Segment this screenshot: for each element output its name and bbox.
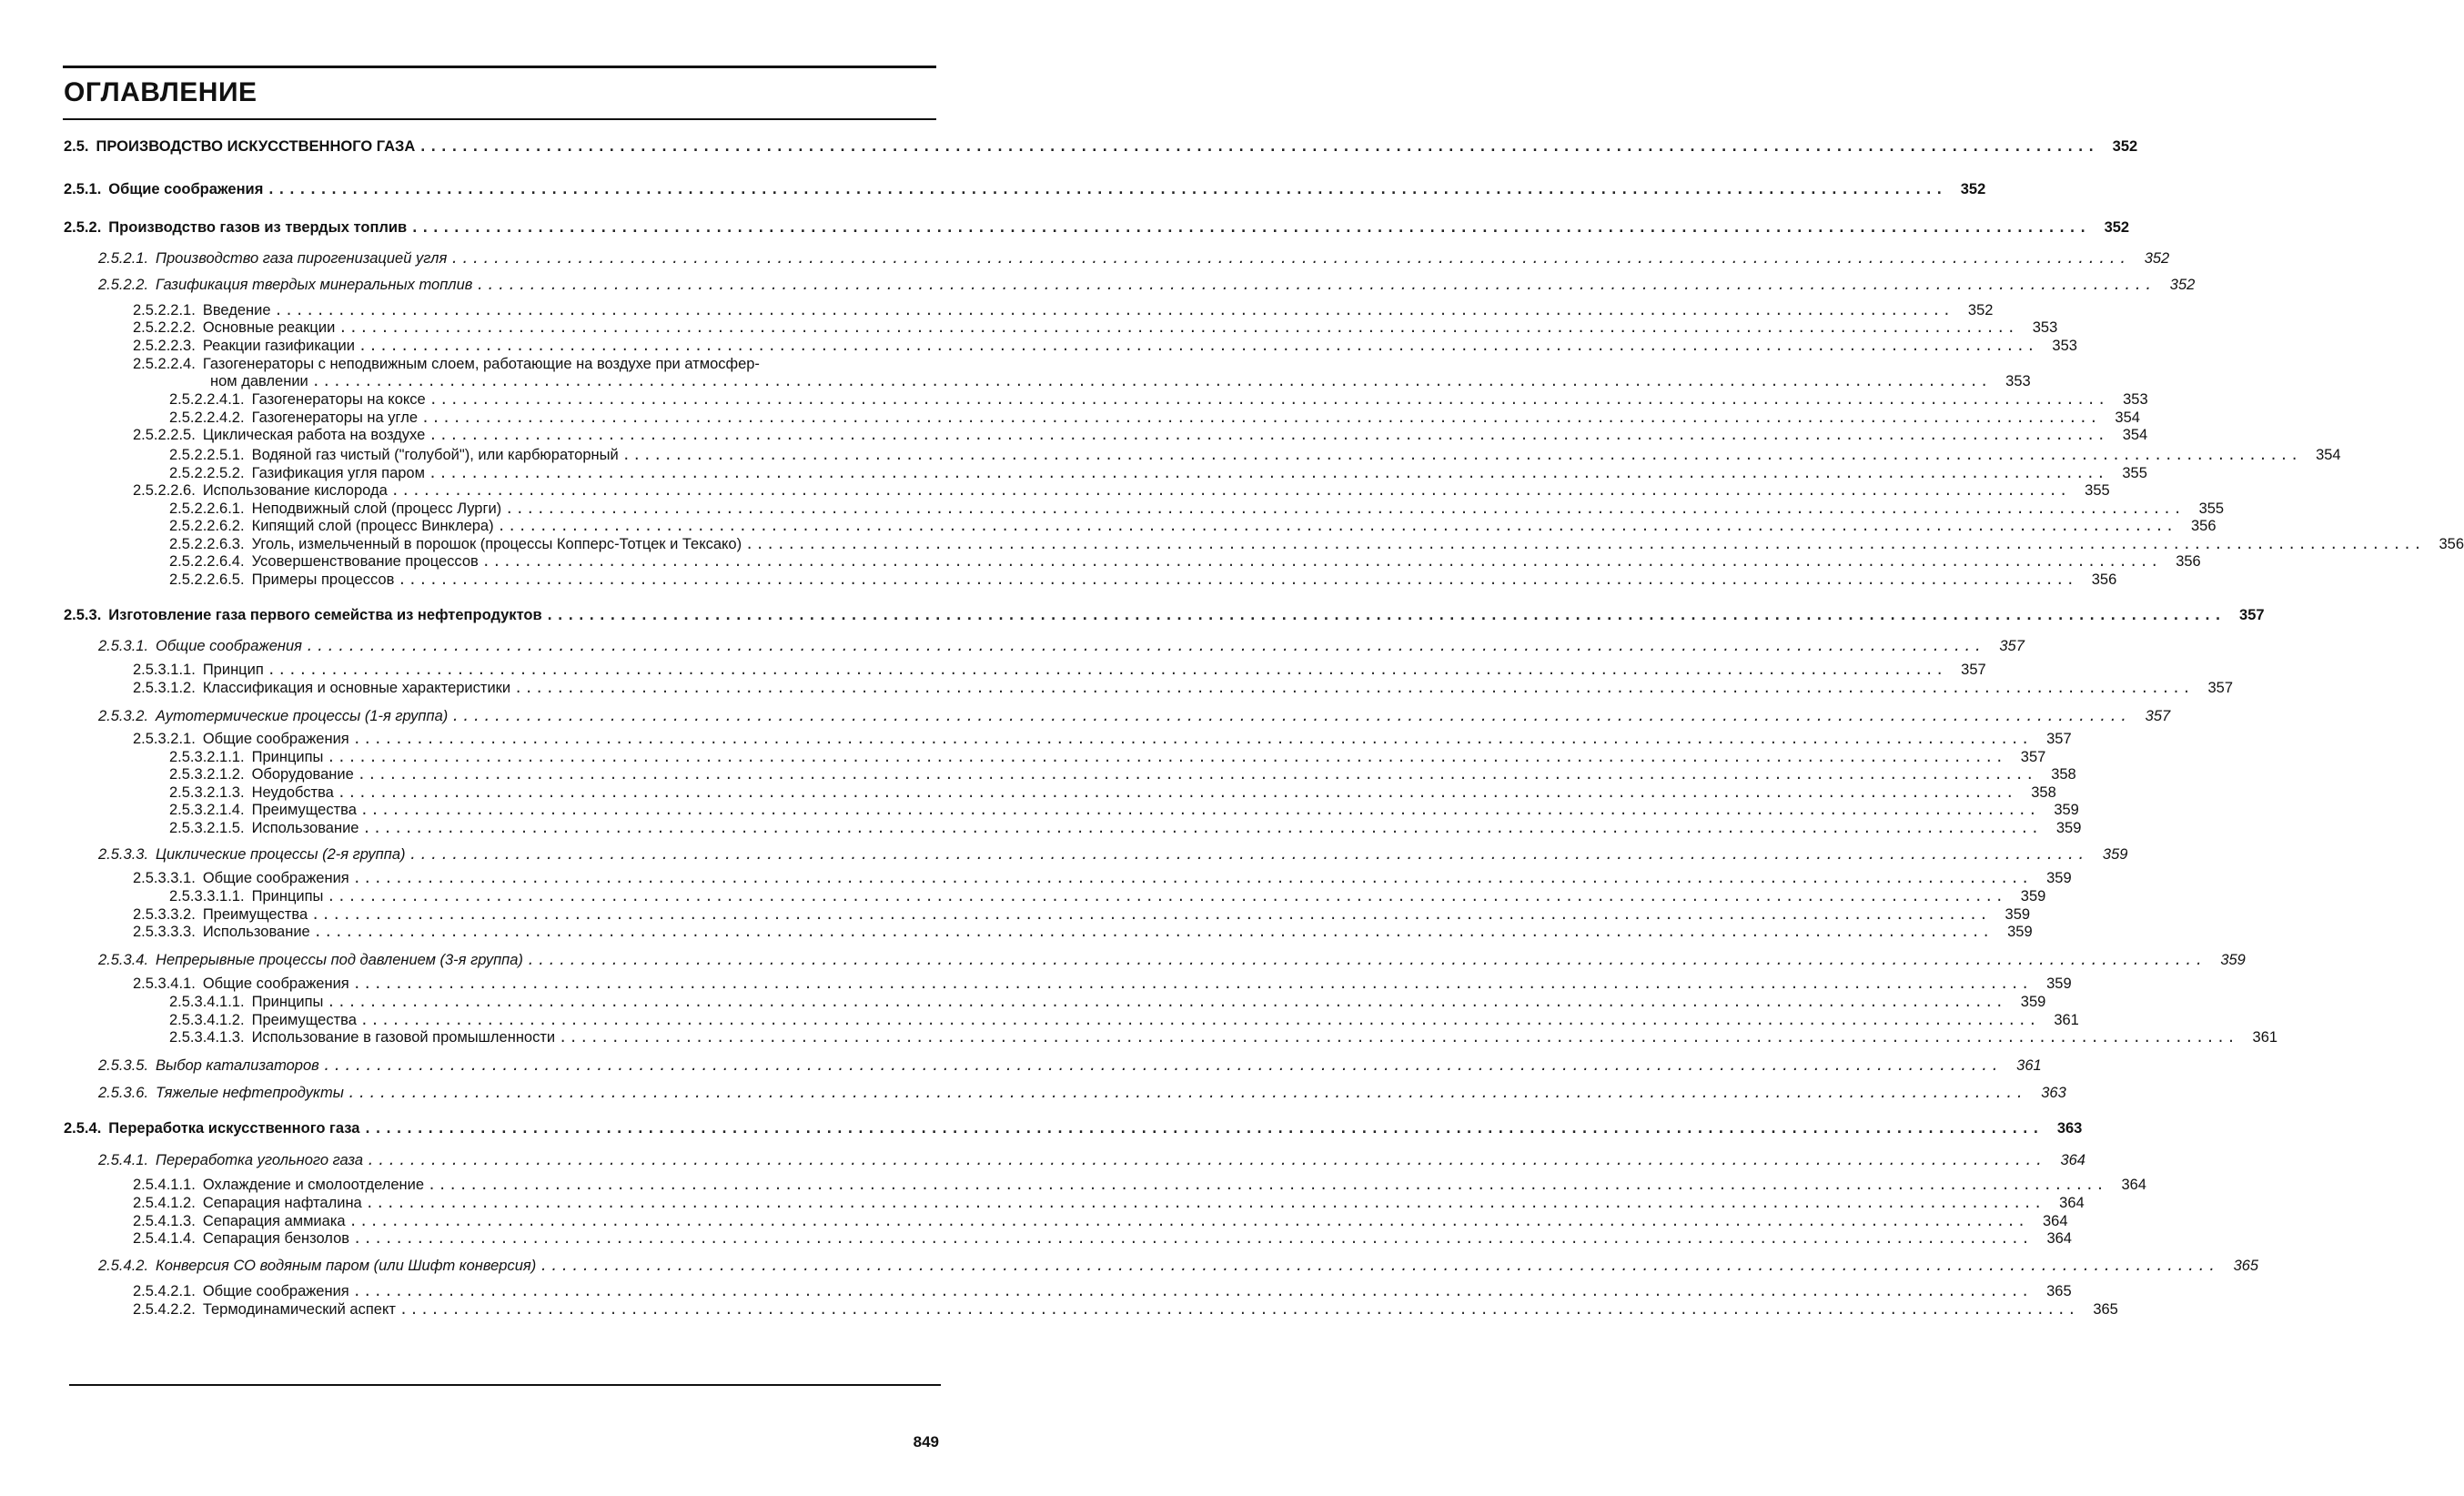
toc-entry-page: 358 <box>2051 766 2076 783</box>
toc-entry-number: 2.5.3.6. <box>98 1085 149 1101</box>
toc-entry <box>169 993 2046 1011</box>
toc-entry <box>169 1028 2278 1046</box>
toc-entry <box>98 707 2171 725</box>
toc-entry-page: 364 <box>2121 1177 2146 1193</box>
toc-entry-number: 2.5.2.2.5.2. <box>169 465 245 481</box>
toc-entry-number: 2.5.3.4.1.1. <box>169 994 245 1010</box>
dot-leader: ................................................................................................................................................................ <box>481 553 2161 570</box>
toc-entry <box>133 1212 2068 1230</box>
toc-entry-number: 2.5.2. <box>64 219 102 236</box>
toc-entry-title: ПРОИЗВОДСТВО ИСКУССТВЕННОГО ГАЗА <box>96 138 416 155</box>
toc-entry-title: Термодинамический аспект <box>202 1301 396 1318</box>
toc-entry-first-line <box>133 355 760 373</box>
toc-entry <box>133 679 2234 697</box>
toc-entry-page: 364 <box>2059 1195 2085 1211</box>
toc-entry-title: Общие соображения <box>202 975 349 992</box>
dot-leader: ................................................................................................................................................................ <box>267 662 1946 678</box>
toc-entry-title: Изготовление газа первого семейства из нефтепродуктов <box>108 607 542 623</box>
toc-entry-title: Аутотермические процессы (1-я группа) <box>156 708 449 724</box>
toc-entry <box>169 887 2046 905</box>
toc-entry <box>133 318 2058 337</box>
toc-entry <box>133 481 2110 500</box>
toc-entry <box>133 905 2031 924</box>
toc-entry-number: 2.5.3.2.1.5. <box>169 820 245 836</box>
toc-entry-title: Использование в газовой промышленности <box>251 1029 556 1046</box>
toc-entry-number: 2.5.2.2. <box>98 277 149 293</box>
dot-leader: ................................................................................................................................................................ <box>352 870 2032 886</box>
toc-entry-title: Газификация угля паром <box>251 465 425 481</box>
toc-entry <box>98 637 2025 655</box>
dot-leader: ................................................................................................................................................................ <box>476 277 2156 293</box>
toc-entry-page: 357 <box>2020 749 2046 765</box>
toc-entry <box>133 426 2148 444</box>
dot-leader: ................................................................................................................................................................ <box>745 536 2425 552</box>
toc-entry-page: 357 <box>2145 708 2171 724</box>
toc-entry-page: 363 <box>2041 1085 2066 1101</box>
toc-entry-page: 352 <box>2144 250 2170 267</box>
toc-entry-title: Общие соображения <box>202 870 349 886</box>
toc-entry <box>169 535 2464 553</box>
toc-entry <box>169 748 2046 766</box>
toc-entry <box>169 819 2082 837</box>
toc-entry-page: 359 <box>2046 975 2072 992</box>
toc-entry-title: Газификация твердых минеральных топлив <box>156 277 473 293</box>
toc-entry-number: 2.5.4.1.3. <box>133 1213 196 1229</box>
toc-entry-number: 2.5.2.2.6.1. <box>169 500 245 517</box>
bottom-rule <box>69 1384 941 1386</box>
toc-entry-number: 2.5.3.3.3. <box>133 924 196 940</box>
toc-entry-page: 352 <box>1960 181 1986 197</box>
dot-leader: ................................................................................................................................................................ <box>497 518 2176 534</box>
toc-entry-title: Неподвижный слой (процесс Лурги) <box>251 500 502 517</box>
toc-entry <box>98 845 2128 864</box>
toc-entry-page: 353 <box>2052 338 2077 354</box>
toc-entry-number: 2.5.2.2.4.2. <box>169 409 245 426</box>
toc-entry-title: Переработка угольного газа <box>156 1152 364 1168</box>
toc-entry <box>169 464 2147 482</box>
toc-entry-number: 2.5.3.3. <box>98 846 149 863</box>
dot-leader: ................................................................................................................................................................ <box>451 708 2131 724</box>
toc-entry-page: 365 <box>2046 1283 2072 1299</box>
toc-entry-title: Преимущества <box>202 906 308 923</box>
toc-entry-number: 2.5.2.2.5.1. <box>169 447 245 463</box>
toc-entry <box>169 409 2140 427</box>
toc-entry-page: 357 <box>2239 607 2265 623</box>
toc-entry-number: 2.5.3.3.1. <box>133 870 196 886</box>
dot-leader: ................................................................................................................................................................ <box>359 1012 2039 1028</box>
toc-entry-page: 352 <box>1967 302 1994 318</box>
toc-entry-title: Производство газов из твердых топлив <box>108 219 408 236</box>
toc-entry-page: 357 <box>1999 638 2025 654</box>
toc-entry <box>133 1229 2072 1248</box>
dot-leader: ................................................................................................................................................................ <box>313 924 1993 940</box>
toc-entry-number: 2.5.3. <box>64 607 102 623</box>
toc-entry-title: Примеры процессов <box>251 571 395 588</box>
toc-entry-title: Принципы <box>251 888 324 905</box>
toc-entry-title: Уголь, измельченный в порошок (процессы Копперс-Тотцек и Тексако) <box>251 536 742 552</box>
toc-entry-number: 2.5.3.3.1.1. <box>169 888 245 905</box>
toc-entry-page: 356 <box>2439 536 2464 552</box>
dot-leader: ................................................................................................................................................................ <box>311 373 1991 389</box>
toc-entry <box>98 1151 2085 1169</box>
toc-entry-title: Общие соображения <box>202 731 349 747</box>
toc-entry-title: Классификация и основные характеристики <box>202 680 511 696</box>
toc-entry <box>169 446 2341 464</box>
toc-entry-number: 2.5.4.2.2. <box>133 1301 196 1318</box>
dot-leader: ................................................................................................................................................................ <box>428 465 2107 481</box>
toc-entry <box>64 137 2138 156</box>
dot-leader: ................................................................................................................................................................ <box>421 409 2100 426</box>
toc-entry-number: 2.5.3.4.1.2. <box>169 1012 245 1028</box>
toc-entry-title: Использование кислорода <box>202 482 388 499</box>
toc-entry-number: 2.5.3.1.1. <box>133 662 196 678</box>
toc-entry-number: 2.5.2.2.6.4. <box>169 553 245 570</box>
dot-leader: ................................................................................................................................................................ <box>338 319 2018 336</box>
toc-entry <box>98 249 2170 268</box>
toc-entry-title: Сепарация нафталина <box>202 1195 362 1211</box>
dot-leader: ................................................................................................................................................................ <box>311 906 1991 923</box>
toc-entry <box>64 606 2265 624</box>
dot-leader: ................................................................................................................................................................ <box>353 1230 2032 1247</box>
toc-entry-page: 359 <box>2020 994 2046 1010</box>
toc-entry-page: 359 <box>2046 870 2072 886</box>
toc-entry-number: 2.5.4.1.2. <box>133 1195 196 1211</box>
toc-entry-number: 2.5.2.2.6.3. <box>169 536 245 552</box>
toc-entry-number: 2.5.3.2.1.4. <box>169 802 245 818</box>
toc-entry-number: 2.5. <box>64 138 89 155</box>
toc-entry-number: 2.5.4.1.1. <box>133 1177 196 1193</box>
toc-entry-page: 354 <box>2122 427 2148 443</box>
toc-entry-page: 356 <box>2091 571 2117 588</box>
toc-entry-page: 364 <box>2060 1152 2085 1168</box>
toc-entry <box>169 517 2217 535</box>
dot-leader: ................................................................................................................................................................ <box>428 1177 2106 1193</box>
toc-entry-page: 361 <box>2252 1029 2278 1046</box>
toc-entry <box>133 1282 2072 1300</box>
toc-entry-title: Преимущества <box>251 802 357 818</box>
toc-entry-number: 2.5.2.2.3. <box>133 338 196 354</box>
toc-entry-page: 352 <box>2112 138 2138 155</box>
toc-entry-page: 361 <box>2054 1012 2079 1028</box>
toc-entry-page: 359 <box>2005 906 2031 923</box>
toc-entry-number: 2.5.3.2.1.1. <box>169 749 245 765</box>
dot-leader: ................................................................................................................................................................ <box>352 1283 2032 1299</box>
toc-entry <box>133 661 1986 679</box>
toc-entry-number: 2.5.2.2.6.2. <box>169 518 245 534</box>
toc-entry-page: 363 <box>2056 1120 2083 1137</box>
dot-leader: ................................................................................................................................................................ <box>410 219 2090 236</box>
toc-entry-page: 353 <box>2123 391 2148 408</box>
toc-entry-number: 2.5.3.3.2. <box>133 906 196 923</box>
toc-entry-number: 2.5.1. <box>64 181 102 197</box>
toc-entry <box>98 276 2196 294</box>
toc-entry-title: Водяной газ чистый ("голубой"), или карбюраторный <box>251 447 619 463</box>
toc-entry <box>133 1300 2118 1319</box>
dot-leader: ................................................................................................................................................................ <box>357 766 2036 783</box>
dot-leader: ................................................................................................................................................................ <box>621 447 2301 463</box>
toc-entry <box>169 390 2148 409</box>
toc-entry-number: 2.5.3.4.1.3. <box>169 1029 245 1046</box>
dot-leader: ................................................................................................................................................................ <box>390 482 2070 499</box>
toc-entry-page: 353 <box>2032 319 2058 336</box>
dot-leader: ................................................................................................................................................................ <box>362 820 2042 836</box>
toc-entry-page: 357 <box>1961 662 1986 678</box>
toc-entry-page: 359 <box>2102 846 2128 863</box>
dot-leader: ................................................................................................................................................................ <box>545 607 2225 623</box>
toc-entry-page: 359 <box>2007 924 2033 940</box>
toc-entry-title: Циклическая работа на воздухе <box>202 427 426 443</box>
toc-entry <box>169 783 2056 802</box>
toc-entry <box>98 1056 2042 1075</box>
toc-entry <box>133 869 2072 887</box>
dot-leader: ................................................................................................................................................................ <box>419 138 2098 155</box>
dot-leader: ................................................................................................................................................................ <box>505 500 2185 517</box>
dot-leader: ................................................................................................................................................................ <box>359 802 2039 818</box>
dot-leader: ................................................................................................................................................................ <box>337 784 2016 801</box>
toc-entry-title: Непрерывные процессы под давлением (3-я группа) <box>156 952 523 968</box>
dot-leader: ................................................................................................................................................................ <box>429 427 2108 443</box>
dot-leader: ................................................................................................................................................................ <box>398 571 2077 588</box>
toc-entry-title: Тяжелые нефтепродукты <box>156 1085 344 1101</box>
dot-leader: ................................................................................................................................................................ <box>327 749 2006 765</box>
toc-entry-title: Общие соображения <box>202 1283 349 1299</box>
toc-entry-number: 2.5.4.2.1. <box>133 1283 196 1299</box>
toc-entry <box>98 1257 2259 1275</box>
toc-entry-title: Газогенераторы с неподвижным слоем, работающие на воздухе при атмосфер- <box>202 356 760 372</box>
toc-entry-title: Принцип <box>202 662 264 678</box>
toc-entry <box>64 218 2130 237</box>
toc-entry-number: 2.5.4.1. <box>98 1152 149 1168</box>
toc-entry <box>133 1176 2146 1194</box>
dot-leader: ................................................................................................................................................................ <box>267 181 1946 197</box>
toc-entry-title: Кипящий слой (процесс Винклера) <box>251 518 494 534</box>
toc-entry-number: 2.5.3.2.1.3. <box>169 784 245 801</box>
toc-entry-title: Охлаждение и смолоотделение <box>202 1177 425 1193</box>
toc-entry-title: Газогенераторы на коксе <box>251 391 426 408</box>
dot-leader: ................................................................................................................................................................ <box>526 952 2206 968</box>
toc-entry-page: 359 <box>2054 802 2079 818</box>
toc-entry-number: 2.5.2.2.4.1. <box>169 391 245 408</box>
dot-leader: ................................................................................................................................................................ <box>322 1057 2002 1074</box>
toc-entry-number: 2.5.2.2.4. <box>133 356 196 372</box>
toc-entry-title: Сепарация бензолов <box>202 1230 350 1247</box>
dot-leader: ................................................................................................................................................................ <box>429 391 2108 408</box>
toc-entry-title: Принципы <box>251 749 324 765</box>
toc-entry-number: 2.5.2.2.1. <box>133 302 196 318</box>
dot-leader: ................................................................................................................................................................ <box>365 1195 2045 1211</box>
toc-entry-title: Оборудование <box>251 766 354 783</box>
toc-entry <box>169 552 2201 571</box>
toc-entry-page: 359 <box>2020 888 2046 905</box>
toc-entry-page: 353 <box>2005 373 2031 389</box>
dot-leader: ................................................................................................................................................................ <box>327 994 2006 1010</box>
toc-entry-page: 355 <box>2122 465 2147 481</box>
toc-entry-number: 2.5.3.4. <box>98 952 149 968</box>
toc-entry-number: 2.5.3.2. <box>98 708 149 724</box>
dot-leader: ................................................................................................................................................................ <box>514 680 2194 696</box>
toc-entry-title: Введение <box>202 302 271 318</box>
toc-entry-number: 2.5.2.2.5. <box>133 427 196 443</box>
toc-entry <box>169 1011 2079 1029</box>
toc-entry-title: Реакции газификации <box>202 338 355 354</box>
toc-entry-number: 2.5.4.2. <box>98 1258 149 1274</box>
dot-leader: ................................................................................................................................................................ <box>450 250 2130 267</box>
toc-entry <box>133 337 2077 355</box>
toc-entry-title: ном давлении <box>210 373 308 389</box>
toc-entry-title: Основные реакции <box>202 319 336 336</box>
toc-entry-page: 352 <box>2104 219 2130 236</box>
toc-entry-title: Общие соображения <box>108 181 264 197</box>
toc-entry-title: Выбор катализаторов <box>156 1057 319 1074</box>
toc-entry <box>210 372 2031 390</box>
dot-leader: ................................................................................................................................................................ <box>352 731 2032 747</box>
toc-entry-number: 2.5.3.5. <box>98 1057 149 1074</box>
toc-entry-page: 359 <box>2055 820 2082 836</box>
toc-entry-title: Принципы <box>251 994 324 1010</box>
dot-leader: ................................................................................................................................................................ <box>399 1301 2078 1318</box>
toc-entry <box>64 1119 2083 1137</box>
toc-entry-number: 2.5.3.4.1. <box>133 975 196 992</box>
toc-entry <box>133 975 2072 993</box>
toc-entry-number: 2.5.2.2.6.5. <box>169 571 245 588</box>
toc-entry-title: Циклические процессы (2-я группа) <box>156 846 406 863</box>
toc-entry <box>133 923 2033 941</box>
toc-entry-title: Производство газа пирогенизацией угля <box>156 250 448 267</box>
toc-entry-number: 2.5.3.2.1. <box>133 731 196 747</box>
toc-entry-title: Усовершенствование процессов <box>251 553 479 570</box>
toc-entry-title: Сепарация аммиака <box>202 1213 346 1229</box>
toc-entry-page: 355 <box>2198 500 2225 517</box>
toc-entry <box>98 951 2246 969</box>
toc-entry-page: 364 <box>2046 1230 2072 1247</box>
toc-entry-page: 357 <box>2046 731 2072 747</box>
toc-entry-number: 2.5.2.1. <box>98 250 149 267</box>
toc-entry-page: 361 <box>2016 1057 2042 1074</box>
toc-entry <box>169 801 2079 819</box>
toc-entry-page: 354 <box>2316 447 2341 463</box>
toc-entry-number: 2.5.2.2.6. <box>133 482 196 499</box>
toc-entry-title: Переработка искусственного газа <box>108 1120 360 1137</box>
toc-entry-page: 356 <box>2176 553 2201 570</box>
toc-entry <box>169 500 2225 518</box>
toc-entry-title: Конверсия СО водяным паром (или Шифт конверсия) <box>156 1258 537 1274</box>
dot-leader: ................................................................................................................................................................ <box>409 846 2088 863</box>
toc-entry <box>133 1194 2085 1212</box>
toc-entry-number: 2.5.4. <box>64 1120 102 1137</box>
toc-entry-page: 355 <box>2085 482 2110 499</box>
toc-entry-page: 356 <box>2191 518 2217 534</box>
toc-entry-number: 2.5.4.1.4. <box>133 1230 196 1247</box>
toc-entry <box>169 765 2076 783</box>
toc-entry-page: 365 <box>2233 1258 2259 1274</box>
toc-entry-title: Использование <box>202 924 310 940</box>
toc-entry-title: Газогенераторы на угле <box>251 409 418 426</box>
toc-entry <box>64 180 1986 198</box>
dot-leader: ................................................................................................................................................................ <box>305 638 1984 654</box>
page-title: ОГЛАВЛЕНИЕ <box>64 77 258 107</box>
toc-entry-number: 2.5.2.2.2. <box>133 319 196 336</box>
toc-entry <box>169 571 2117 589</box>
toc-entry <box>133 301 1994 319</box>
page-number: 849 <box>913 1433 939 1451</box>
toc-entry-number: 2.5.3.1.2. <box>133 680 196 696</box>
dot-leader: ................................................................................................................................................................ <box>358 338 2037 354</box>
dot-leader: ................................................................................................................................................................ <box>559 1029 2238 1046</box>
dot-leader: ................................................................................................................................................................ <box>347 1085 2026 1101</box>
toc-entry-page: 359 <box>2220 952 2246 968</box>
toc-entry-title: Неудобства <box>251 784 334 801</box>
toc-entry-page: 354 <box>2115 409 2140 426</box>
dot-leader: ................................................................................................................................................................ <box>352 975 2032 992</box>
dot-leader: ................................................................................................................................................................ <box>274 302 1954 318</box>
toc-entry-number: 2.5.3.2.1.2. <box>169 766 245 783</box>
dot-leader: ................................................................................................................................................................ <box>540 1258 2219 1274</box>
toc-entry-page: 364 <box>2042 1213 2068 1229</box>
toc-entry-title: Преимущества <box>251 1012 357 1028</box>
toc-entry-title: Общие соображения <box>156 638 302 654</box>
dot-leader: ................................................................................................................................................................ <box>327 888 2006 905</box>
toc-entry-title: Использование <box>251 820 359 836</box>
dot-leader: ................................................................................................................................................................ <box>367 1152 2045 1168</box>
toc-entry-page: 358 <box>2031 784 2056 801</box>
toc-entry-page: 365 <box>2093 1301 2118 1318</box>
toc-entry-number: 2.5.3.1. <box>98 638 149 654</box>
toc-entry <box>98 1084 2066 1102</box>
toc-entry-page: 357 <box>2207 680 2234 696</box>
toc-entry-page: 352 <box>2169 277 2196 293</box>
toc-entry <box>133 730 2072 748</box>
dot-leader: ................................................................................................................................................................ <box>348 1213 2028 1229</box>
dot-leader: ................................................................................................................................................................ <box>363 1120 2043 1137</box>
